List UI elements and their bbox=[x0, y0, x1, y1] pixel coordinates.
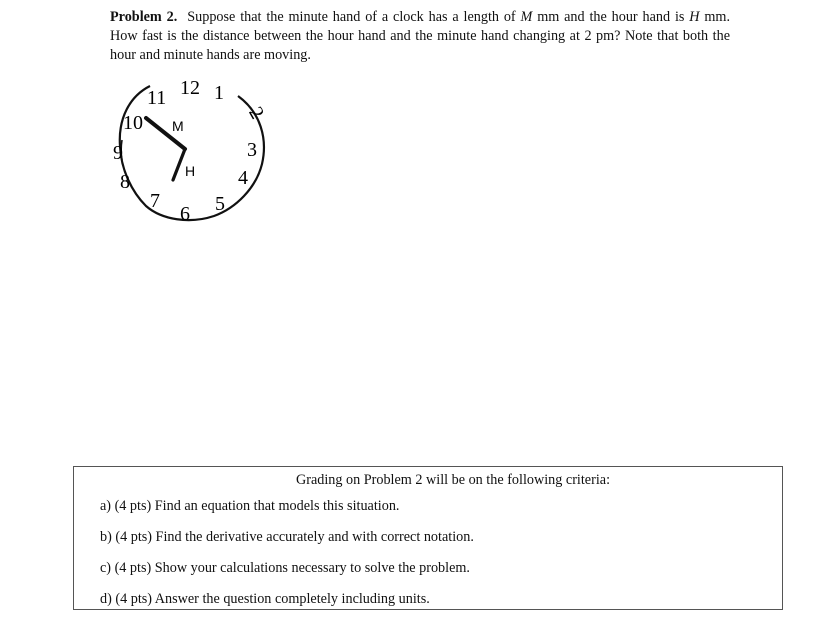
numeral-1: 1 bbox=[214, 82, 224, 104]
variable-m: M bbox=[520, 9, 533, 25]
hour-hand bbox=[173, 149, 185, 180]
numeral-3: 3 bbox=[247, 139, 257, 161]
numeral-8: 8 bbox=[120, 171, 130, 193]
criteria-item-b: b) (4 pts) Find the derivative accurately and with correct notation. bbox=[100, 529, 474, 545]
numeral-9: 9 bbox=[113, 142, 123, 164]
numeral-2: 2 bbox=[244, 103, 269, 123]
problem-text-3: mm. How fast is the distance between the hour hand and the minute hand changing at 2 pm? Note that both the hour and minute hands are moving. bbox=[110, 9, 730, 63]
problem-heading: Problem 2. bbox=[110, 9, 178, 25]
variable-h: H bbox=[689, 9, 700, 25]
hour-hand-label: H bbox=[185, 163, 196, 179]
grading-criteria-box bbox=[73, 466, 783, 610]
numeral-12: 12 bbox=[180, 77, 200, 99]
numeral-11: 11 bbox=[147, 87, 167, 109]
numeral-5: 5 bbox=[215, 193, 225, 215]
clock-figure bbox=[110, 74, 275, 234]
grading-criteria-title: Grading on Problem 2 will be on the following criteria: bbox=[295, 472, 611, 488]
problem-statement bbox=[110, 8, 730, 65]
grading-criteria-list bbox=[100, 497, 474, 621]
numeral-10: 10 bbox=[123, 112, 143, 134]
criteria-item-c: c) (4 pts) Show your calculations necessary to solve the problem. bbox=[100, 560, 470, 576]
problem-text-1: Suppose that the minute hand of a clock has a length of bbox=[187, 9, 521, 25]
clock-face-outline bbox=[120, 86, 264, 220]
minute-hand-label: M bbox=[172, 118, 184, 134]
numeral-6: 6 bbox=[180, 203, 190, 225]
numeral-4: 4 bbox=[238, 167, 248, 189]
problem-text-2: mm and the hour hand is bbox=[532, 9, 690, 25]
criteria-item-d: d) (4 pts) Answer the question completely including units. bbox=[100, 591, 430, 607]
criteria-item-a: a) (4 pts) Find an equation that models this situation. bbox=[100, 498, 400, 514]
numeral-7: 7 bbox=[150, 190, 160, 212]
